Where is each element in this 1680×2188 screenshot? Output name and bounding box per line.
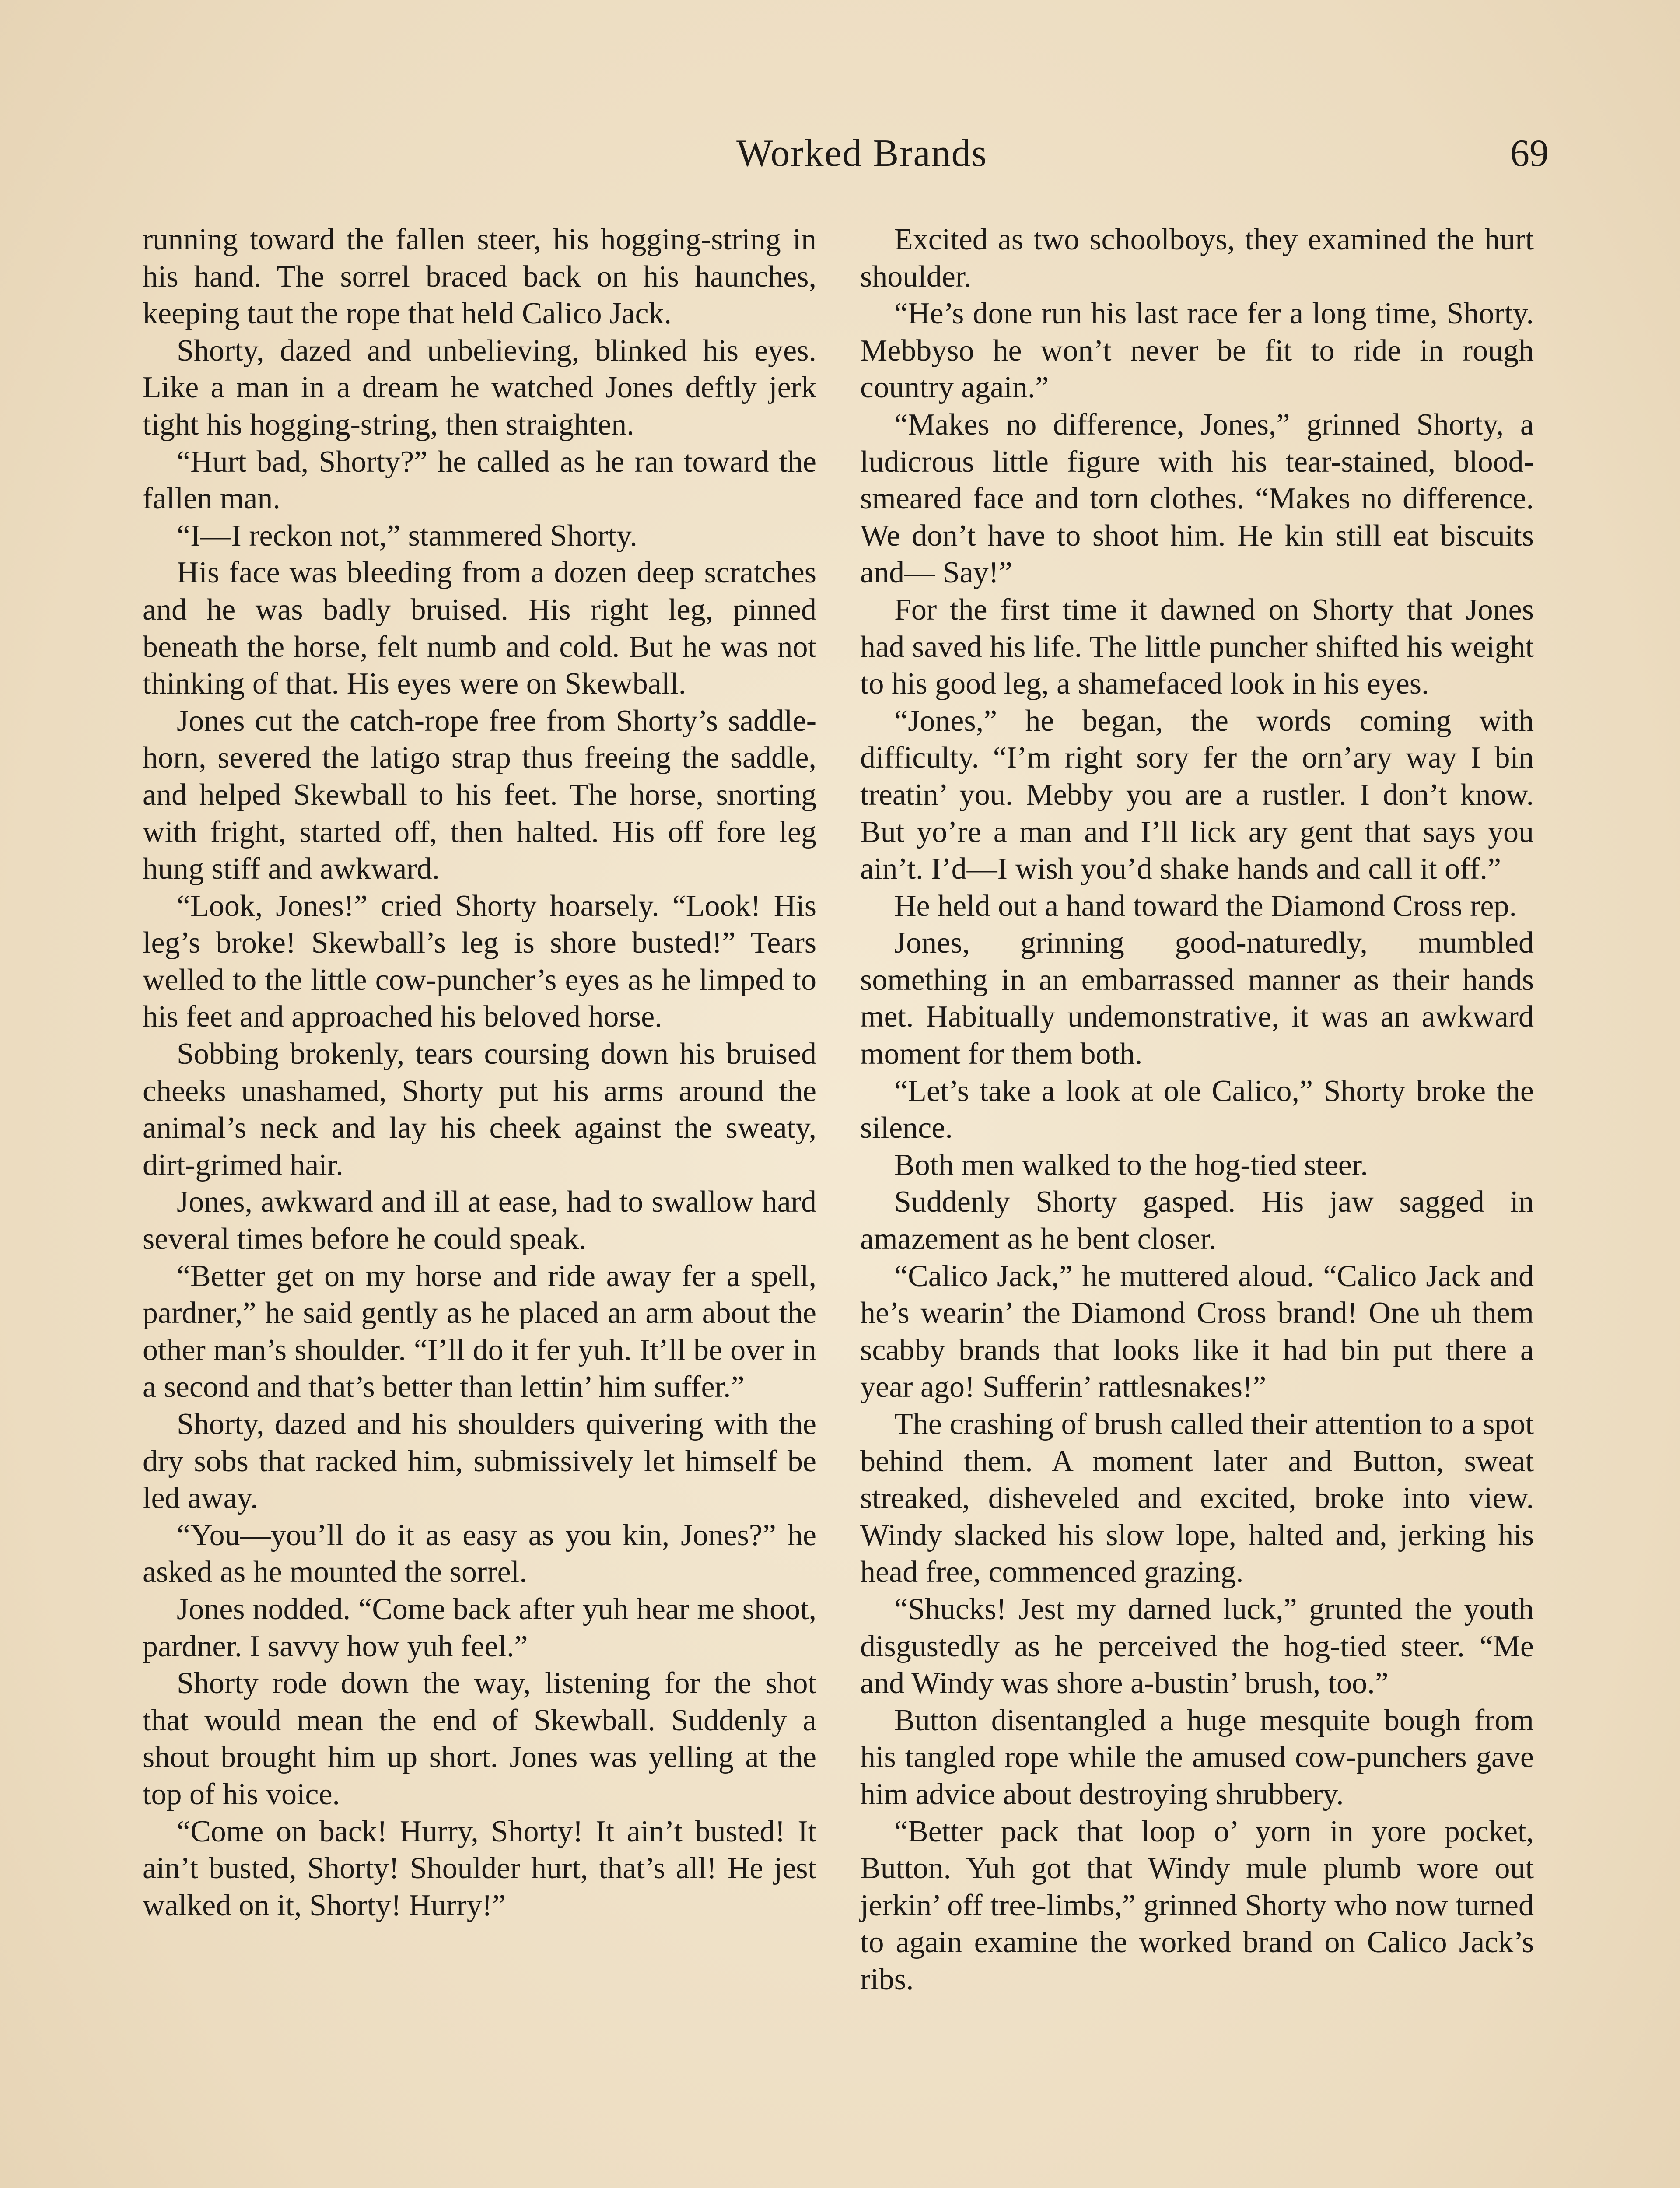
paragraph: “Come on back! Hurry, Shorty! It ain’t busted! It ain’t busted, Shorty! Shoulder hurt, that’s all! He jest walked on it, Shorty! Hurry!” [143,1814,816,1922]
paragraph: “Hurt bad, Shorty?” he called as he ran toward the fallen man. [143,445,816,516]
paragraph: Shorty, dazed and his shoulders quivering with the dry sobs that racked him, submissively let himself be led away. [143,1407,816,1515]
paragraph: Shorty, dazed and unbelieving, blinked his eyes. Like a man in a dream he watched Jones deftly jerk tight his hogging-string, then straighten. [143,333,816,442]
paragraph: running toward the fallen steer, his hogging-string in his hand. The sorrel braced back on his haunches, keeping taut the rope that held Calico Jack. [143,223,816,331]
paragraph: “Calico Jack,” he muttered aloud. “Calico Jack and he’s wearin’ the Diamond Cross brand! One uh them scabby brands that looks like it had bin put there a year ago! Sufferin’ rattlesnakes!” [860,1259,1534,1404]
paragraph: “I—I reckon not,” stammered Shorty. [177,519,637,553]
paragraph: “Look, Jones!” cried Shorty hoarsely. “Look! His leg’s broke! Skewball’s leg is shore busted!” Tears welled to the little cow-puncher’s eyes as he limped to his feet and approached his beloved horse. [143,889,816,1034]
text-column-right [860,221,1534,1999]
paragraph: The crashing of brush called their attention to a spot behind them. A moment later and Button, sweat streaked, disheveled and excited, broke into view. Windy slacked his slow lope, halted and, jerking his head free, commenced grazing. [860,1407,1534,1589]
page-number: 69 [1510,132,1549,175]
paragraph: He held out a hand toward the Diamond Cross rep. [894,889,1517,923]
paragraph: “Let’s take a look at ole Calico,” Shorty broke the silence. [860,1074,1534,1145]
paragraph: Button disentangled a huge mesquite bough from his tangled rope while the amused cow-punchers gave him advice about destroying shrubbery. [860,1703,1534,1811]
paragraph: “Shucks! Jest my darned luck,” grunted the youth disgustedly as he perceived the hog-tied steer. “Me and Windy was shore a-bustin’ brush, too.” [860,1592,1534,1701]
paragraph: Suddenly Shorty gasped. His jaw sagged in amazement as he bent closer. [860,1185,1534,1256]
paragraph: “Better get on my horse and ride away fer a spell, pardner,” he said gently as he placed an arm about the other man’s shoulder. “I’ll do it fer yuh. It’ll be over in a second and that’s better than lettin’ him suffer.” [143,1259,816,1404]
paragraph: Jones, awkward and ill at ease, had to swallow hard several times before he could speak. [143,1185,816,1256]
text-column-left [143,221,816,1924]
paragraph: Jones cut the catch-rope free from Shorty’s saddle-horn, severed the latigo strap thus freeing the saddle, and helped Skewball to his feet. The horse, snorting with fright, started off, then halted. His off fore leg hung stiff and awkward. [143,704,816,886]
paragraph: Jones nodded. “Come back after yuh hear me shoot, pardner. I savvy how yuh feel.” [143,1592,816,1663]
paragraph: “Jones,” he began, the words coming with difficulty. “I’m right sory fer the orn’ary way I bin treatin’ you. Mebby you are a rustler. I don’t know. But yo’re a man and I’ll lick ary gent that says you ain’t. I’d—I wish you’d shake hands and call it off.” [860,704,1534,886]
paragraph: Shorty rode down the way, listening for the shot that would mean the end of Skewball. Suddenly a shout brought him up short. Jones was yelling at the top of his voice. [143,1666,816,1811]
running-head: Worked Brands [736,132,987,175]
paragraph: Excited as two schoolboys, they examined the hurt shoulder. [860,223,1534,294]
paragraph: Jones, grinning good-naturedly, mumbled something in an embarrassed manner as their hands met. Habitually undemonstrative, it was an awkward moment for them both. [860,926,1534,1071]
paragraph: Both men walked to the hog-tied steer. [894,1148,1368,1182]
paragraph: “He’s done run his last race fer a long time, Shorty. Mebbyso he won’t never be fit to ride in rough country again.” [860,297,1534,405]
paragraph: His face was bleeding from a dozen deep scratches and he was badly bruised. His right leg, pinned beneath the horse, felt numb and cold. But he was not thinking of that. His eyes were on Skewball. [143,556,816,701]
paragraph: “Makes no difference, Jones,” grinned Shorty, a ludicrous little figure with his tear-stained, blood-smeared face and torn clothes. “Makes no difference. We don’t have to shoot him. He kin still eat biscuits and— Say!” [860,407,1534,590]
paragraph: “Better pack that loop o’ yorn in yore pocket, Button. Yuh got that Windy mule plumb wore out jerkin’ off tree-limbs,” grinned Shorty who now turned to again examine the worked brand on Calico Jack’s ribs. [860,1814,1534,1996]
paragraph: “You—you’ll do it as easy as you kin, Jones?” he asked as he mounted the sorrel. [143,1518,816,1589]
paragraph: For the first time it dawned on Shorty that Jones had saved his life. The little puncher shifted his weight to his good leg, a shamefaced look in his eyes. [860,593,1534,701]
paragraph: Sobbing brokenly, tears coursing down his bruised cheeks unashamed, Shorty put his arms around the animal’s neck and lay his cheek against the sweaty, dirt-grimed hair. [143,1037,816,1182]
